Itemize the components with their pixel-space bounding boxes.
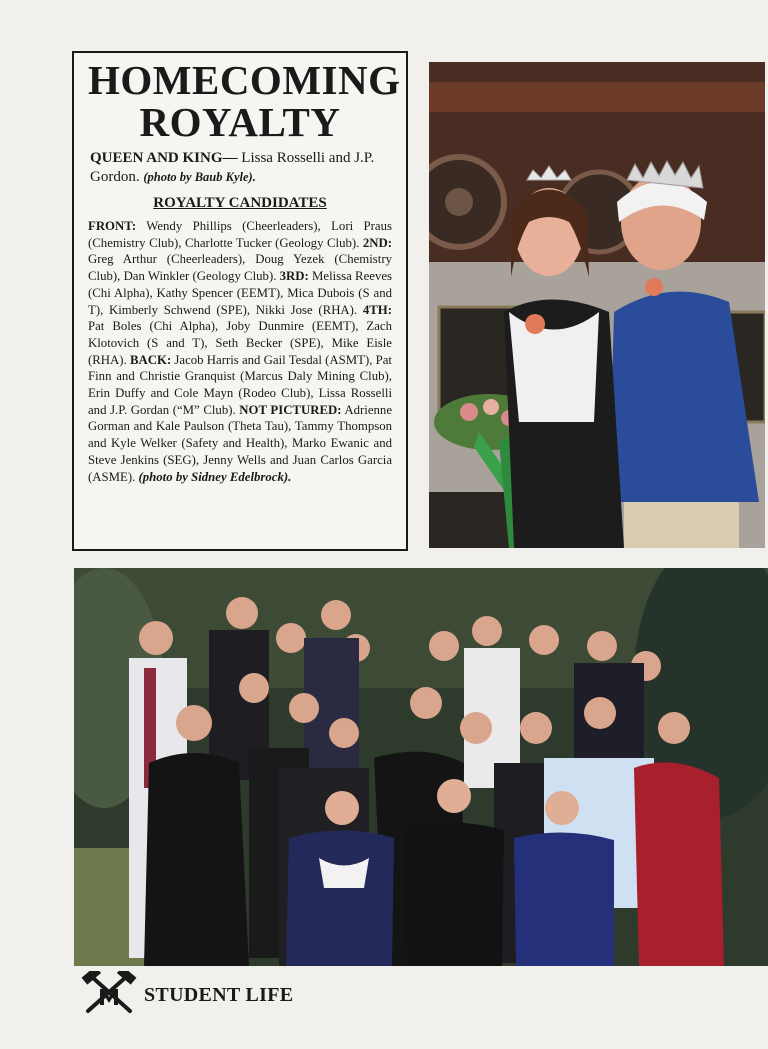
section-footer: [80, 975, 293, 1015]
queen-king-photo: [429, 62, 765, 548]
row-names: Adrienne Gorman and Kale Paulson (Theta Tau), Tammy Thompson and Kyle Welker (Safety and Health), Marko Ewanic and Steve Jenkins (SEG), Jenny Wells and Juan Carlos Garcia (ASME).: [88, 402, 393, 484]
row-names: Jacob Harris and Gail Tesdal (ASMT), Pat Finn and Christie Granquist (Marcus Daly Mining Club), Erin Duffy and Cole Mayn (Rodeo Club), Lissa Rosselli and J.P. Gordan (“M” Club).: [88, 352, 392, 417]
candidates-caption: [88, 218, 392, 485]
row-label: 4TH:: [362, 302, 392, 317]
row-label: NOT PICTURED:: [239, 402, 342, 417]
row-label: FRONT:: [88, 219, 137, 233]
page-title: HOMECOMING ROYALTY: [88, 57, 401, 145]
row-names: Greg Arthur (Cheerleaders), Doug Yezek (Chemistry Club), Dan Winkler (Geology Club).: [88, 252, 392, 284]
row-names: Wendy Phillips (Cheerleaders), Lori Praus (Chemistry Club), Charlotte Tucker (Geology Club).: [88, 219, 392, 250]
article-box: [72, 51, 408, 551]
footer-section-label: STUDENT LIFE: [144, 983, 294, 1006]
crossed-hammers-logo-icon: [80, 971, 138, 1020]
royalty-candidates-photo: [74, 568, 768, 966]
row-label: 3RD:: [279, 269, 309, 284]
queen-king-caption: [90, 149, 392, 187]
queen-king-photo-credit: (photo by Baub Kyle).: [143, 170, 256, 184]
candidates-heading: ROYALTY CANDIDATES: [153, 195, 327, 211]
candidates-photo-credit: (photo by Sidney Edelbrock).: [138, 469, 292, 484]
queen-king-names: Lissa Rosselli and J.P. Gordon.: [90, 150, 375, 185]
row-label: 2ND:: [362, 235, 392, 250]
queen-king-label: QUEEN AND KING—: [90, 150, 238, 166]
row-label: BACK:: [129, 352, 172, 367]
row-names: Pat Boles (Chi Alpha), Joby Dunmire (EEMT), Zach Klotovich (S and T), Seth Becker (SPE), Mike Eisle (RHA).: [88, 319, 392, 367]
row-names: Melissa Reeves (Chi Alpha), Kathy Spencer (EEMT), Mica Dubois (S and T), Kimberly Schwend (SPE), Nikki Jose (RHA).: [88, 269, 392, 317]
